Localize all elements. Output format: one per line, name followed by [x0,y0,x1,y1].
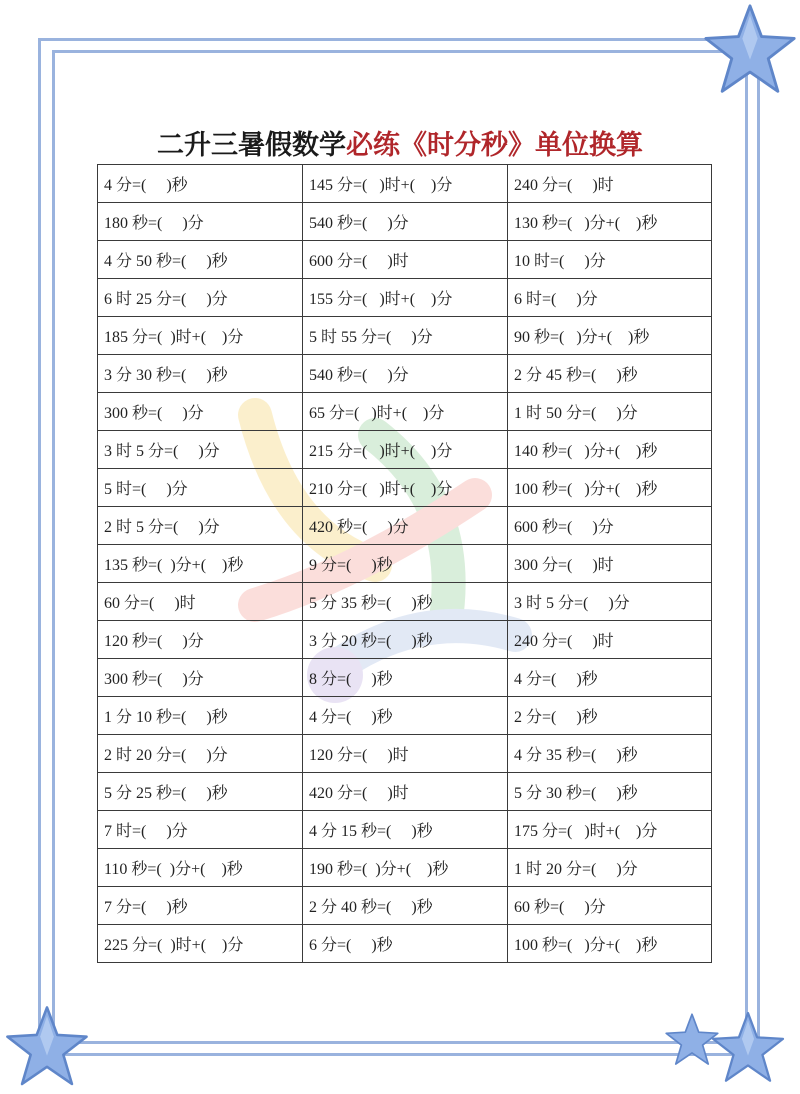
exercise-cell: 6 时=( )分 [508,279,712,317]
exercise-cell: 5 时 55 分=( )分 [303,317,508,355]
title-part-black: 二升三暑假数学 [157,130,346,161]
star-icon [710,1010,786,1086]
exercise-cell: 155 分=( )时+( )分 [303,279,508,317]
exercise-table-body [98,165,712,963]
star-icon [4,1004,90,1090]
exercise-cell: 600 分=( )时 [303,241,508,279]
table-row [98,203,712,241]
exercise-cell: 6 时 25 分=( )分 [98,279,303,317]
table-row [98,545,712,583]
table-row [98,241,712,279]
exercise-cell: 240 分=( )时 [508,621,712,659]
exercise-cell: 1 时 50 分=( )分 [508,393,712,431]
exercise-cell: 540 秒=( )分 [303,355,508,393]
exercise-cell: 5 分 30 秒=( )秒 [508,773,712,811]
exercise-cell: 7 分=( )秒 [98,887,303,925]
exercise-cell: 2 时 5 分=( )分 [98,507,303,545]
exercise-cell: 180 秒=( )分 [98,203,303,241]
exercise-cell: 300 秒=( )分 [98,393,303,431]
table-row [98,469,712,507]
table-row [98,849,712,887]
exercise-cell: 2 时 20 分=( )分 [98,735,303,773]
exercise-cell: 175 分=( )时+( )分 [508,811,712,849]
exercise-cell: 5 分 25 秒=( )秒 [98,773,303,811]
exercise-cell: 7 时=( )分 [98,811,303,849]
exercise-cell: 240 分=( )时 [508,165,712,203]
exercise-cell: 300 分=( )时 [508,545,712,583]
table-row [98,507,712,545]
exercise-cell: 2 分 40 秒=( )秒 [303,887,508,925]
table-row [98,355,712,393]
exercise-cell: 4 分 50 秒=( )秒 [98,241,303,279]
star-icon [700,2,800,98]
table-row [98,773,712,811]
exercise-cell: 6 分=( )秒 [303,925,508,963]
page-title [0,126,800,166]
exercise-cell: 420 秒=( )分 [303,507,508,545]
table-row [98,621,712,659]
exercise-cell: 60 秒=( )分 [508,887,712,925]
exercise-cell: 3 分 30 秒=( )秒 [98,355,303,393]
exercise-cell: 8 分=( )秒 [303,659,508,697]
exercise-cell: 130 秒=( )分+( )秒 [508,203,712,241]
exercise-cell: 4 分=( )秒 [303,697,508,735]
exercise-cell: 4 分 15 秒=( )秒 [303,811,508,849]
table-row [98,317,712,355]
exercise-cell: 3 时 5 分=( )分 [98,431,303,469]
exercise-cell: 145 分=( )时+( )分 [303,165,508,203]
table-row [98,735,712,773]
exercise-cell: 2 分=( )秒 [508,697,712,735]
exercise-cell: 4 分 35 秒=( )秒 [508,735,712,773]
table-row [98,811,712,849]
exercise-cell: 110 秒=( )分+( )秒 [98,849,303,887]
exercise-cell: 185 分=( )时+( )分 [98,317,303,355]
exercise-cell: 225 分=( )时+( )分 [98,925,303,963]
exercise-cell: 2 分 45 秒=( )秒 [508,355,712,393]
exercise-cell: 3 分 20 秒=( )秒 [303,621,508,659]
table-row [98,659,712,697]
exercise-cell: 120 秒=( )分 [98,621,303,659]
exercise-cell: 10 时=( )分 [508,241,712,279]
exercise-cell: 300 秒=( )分 [98,659,303,697]
exercise-cell: 5 时=( )分 [98,469,303,507]
table-row [98,393,712,431]
exercise-cell: 9 分=( )秒 [303,545,508,583]
exercise-cell: 140 秒=( )分+( )秒 [508,431,712,469]
table-row [98,697,712,735]
exercise-cell: 4 分=( )秒 [508,659,712,697]
exercise-cell: 420 分=( )时 [303,773,508,811]
exercise-cell: 210 分=( )时+( )分 [303,469,508,507]
exercise-cell: 60 分=( )时 [98,583,303,621]
table-row [98,279,712,317]
table-row [98,887,712,925]
table-row [98,165,712,203]
exercise-cell: 215 分=( )时+( )分 [303,431,508,469]
exercise-cell: 600 秒=( )分 [508,507,712,545]
table-row [98,583,712,621]
exercise-cell: 120 分=( )时 [303,735,508,773]
exercise-cell: 1 分 10 秒=( )秒 [98,697,303,735]
exercise-cell: 3 时 5 分=( )分 [508,583,712,621]
exercise-cell: 540 秒=( )分 [303,203,508,241]
exercise-cell: 4 分=( )秒 [98,165,303,203]
exercise-table [97,164,712,963]
exercise-cell: 190 秒=( )分+( )秒 [303,849,508,887]
exercise-cell: 1 时 20 分=( )分 [508,849,712,887]
exercise-cell: 100 秒=( )分+( )秒 [508,925,712,963]
exercise-cell: 5 分 35 秒=( )秒 [303,583,508,621]
table-row [98,925,712,963]
title-part-red: 必练《时分秒》单位换算 [346,130,643,161]
table-row [98,431,712,469]
exercise-cell: 135 秒=( )分+( )秒 [98,545,303,583]
exercise-cell: 90 秒=( )分+( )秒 [508,317,712,355]
exercise-cell: 65 分=( )时+( )分 [303,393,508,431]
exercise-cell: 100 秒=( )分+( )秒 [508,469,712,507]
